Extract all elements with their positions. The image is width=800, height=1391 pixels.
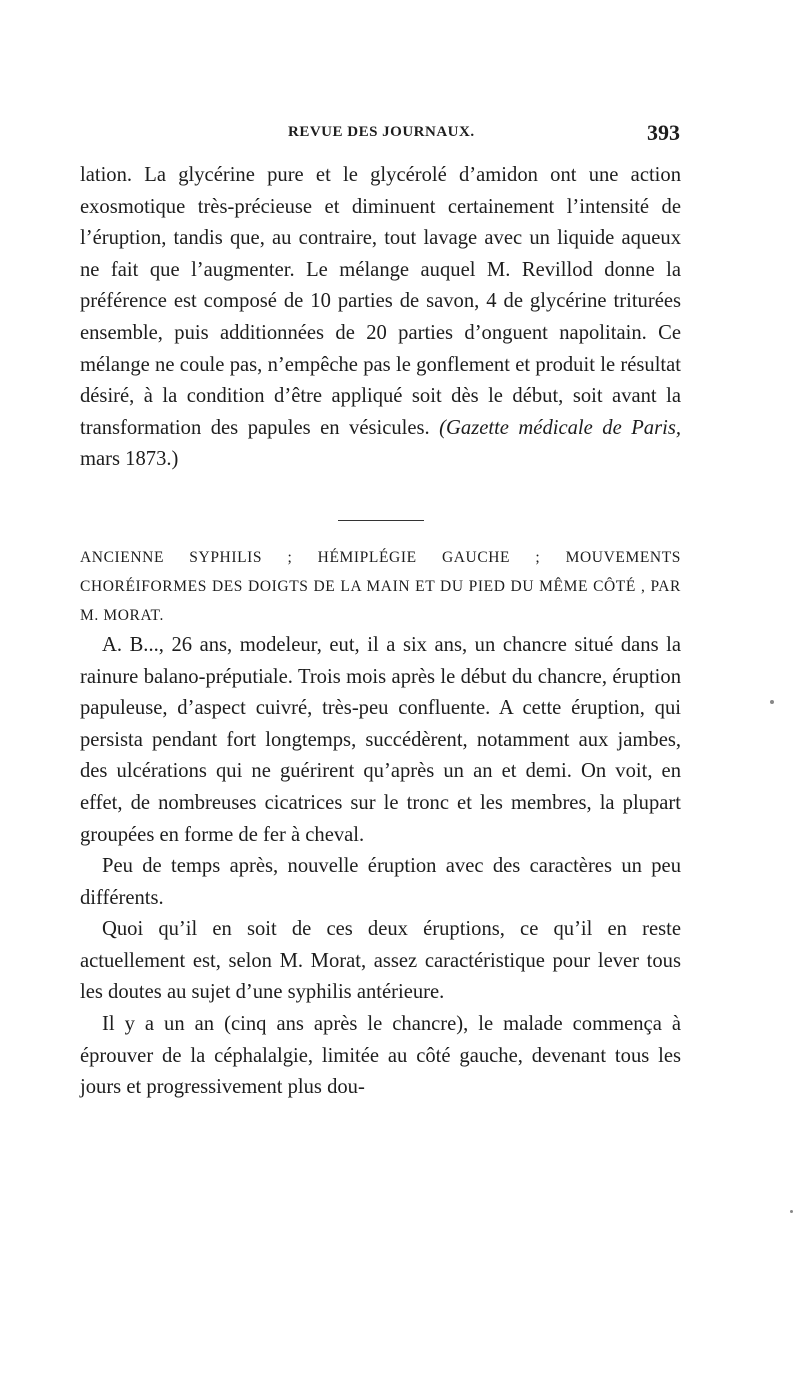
- page-number: 393: [647, 120, 680, 145]
- paragraph: Quoi qu’il en soit de ces deux éruptions, ce qu’il en reste actuellement est, selon M. Morat, assez caractéristique pour lever tous les doutes au sujet d’une syphilis antérieure.: [80, 918, 681, 1004]
- running-title: REVUE DES JOURNAUX.: [288, 124, 475, 140]
- paragraph: A. B..., 26 ans, modeleur, eut, il a six ans, un chancre situé dans la rainure balano-préputiale. Trois mois après le début du chancre, éruption papuleuse, d’aspect cuivré, très-peu confluente. A cette éruption, qui persista pendant fort longtemps, succédèrent, notamment aux jambes, des ulcérations qui ne guérirent qu’après un an et demi. On voit, en effet, de nombreuses cicatrices sur le tronc et les membres, la plupart groupées en forme de fer à cheval.: [80, 633, 681, 846]
- body-text: [80, 160, 681, 1104]
- paper-speck: [770, 700, 774, 704]
- section-title: ANCIENNE SYPHILIS ; HÉMIPLÉGIE GAUCHE ; MOUVEMENTS CHORÉIFORMES DES DOIGTS DE LA MAIN ET DU PIED DU MÊME CÔTÉ , PAR M. MORAT.: [80, 548, 681, 624]
- paper-speck: [790, 1210, 793, 1213]
- citation-date: mars 1873.): [80, 448, 179, 471]
- paragraph-continuation: [80, 160, 681, 476]
- paragraph-text: lation. La glycérine pure et le glycérolé d’amidon ont une action exosmotique très-précieuse et diminuent certainement l’intensité de l’éruption, tandis que, au contraire, tout lavage avec un liquide aqueux ne fait que l’augmenter. Le mélange auquel M. Revillod donne la préférence est composé de 10 parties de savon, 4 de glycérine triturées ensemble, puis additionnées de 20 parties d’onguent napolitain. Ce mélange ne coule pas, n’empêche pas le gonflement et produit le résultat désiré, à la condition d’être appliqué soit dès le début, soit avant la transformation des papules en vésicules.: [80, 164, 681, 439]
- running-header: [80, 120, 680, 148]
- paragraph: Il y a un an (cinq ans après le chancre), le malade commença à éprouver de la céphalalgie, limitée au côté gauche, devenant tous les jours et progressivement plus dou-: [80, 1013, 681, 1099]
- section-divider: [338, 520, 424, 521]
- paragraph: Peu de temps après, nouvelle éruption avec des caractères un peu différents.: [80, 855, 681, 909]
- citation-journal: (Gazette médicale de Paris,: [439, 416, 681, 439]
